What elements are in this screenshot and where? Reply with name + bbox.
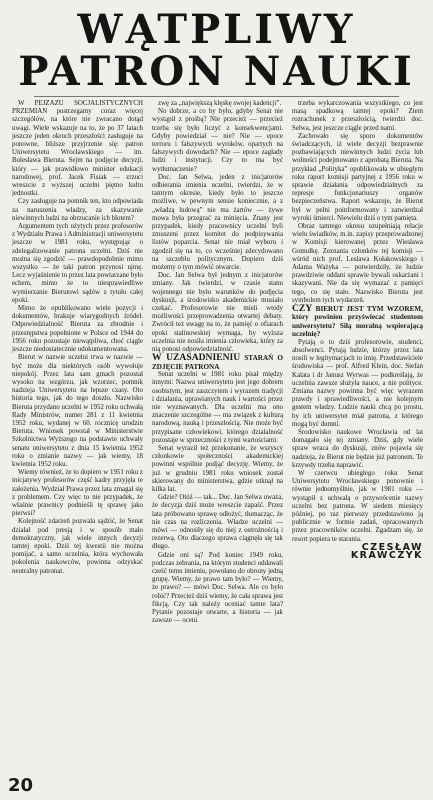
paragraph: Wiemy również, że to dopiero w 1951 roku z inicjatywy profesorów część kadry przyjęła te założenia. Wydział Prawa przez lata zmagał się z problemem. Czy więc to nie przypadek, że właśnie prawnicy podnieśli tę sprawę jako pierwsi?	[12, 469, 143, 518]
paragraph: Kolejność zdarzeń pozwala sądzić, że Senat działał pod presją i w sposób mało demokratyczny, jak wiele innych decyzji tamtej epoki. Dziś tej kwestii nie można pomijać, a samo uczelnia, która wychowała pokolenia naukowców, powinna odzyskać neutralny patronat.	[12, 518, 143, 575]
paragraph: trzeba wykarczowania wszystkiego, co jest masą spadkową tamtej epoki? Ztem rozrachunek z przeszłością, twierdzi doc. Selwa, jest jeszcze ciągle przed nami.	[292, 100, 423, 132]
paragraph: Doc. Jan Selwa był jednym z inicjatorów zmiany. Jak twierdzi, w czasie stanu wojennego nie było warunków do podjęcia dyskusji, a środowisko akademickie musiało czekać. Profesorowie nie mieli wtedy możliwości przeprowadzenia otwartej debaty. Zwrócił też uwagę na to, że pamięć o ofiarach epoki stalinowskiej wymaga, by wyższa uczelnia nie nosiła imienia człowieka, który za nią ponosi odpowiedzialność.	[152, 272, 283, 354]
paragraph: Czy zasługuje na pomnik ten, kto odpowiada za naruszenia władzy, za skazywanie niewinnych ludzi na obrzucanie ich błotem?	[12, 198, 143, 222]
column-1	[12, 100, 143, 786]
paragraph: W PEJZAŻU SOCJALISTYCZNYCH PRZEMIAN postrzegamy coraz więcej szczegółów, na które nie zwracano dotąd uwagi. Wiele wskazuje na to, że po 37 latach jeszcze jeden okruch przeszłości zasługuje na ponowne, bliższe przyjrzenie się: patron Uniwersytetu Wrocławskiego — im. Bolesława Bieruta. Sejm na podjęcie decyzji, który — jak prawidłowo minister edukacji narodowej, prof. Jacek Fisiak — zrzuci wreszcie z wyższej uczelni piętno kultu jednostki.	[12, 100, 143, 198]
paragraph: Senat wyraził też przekonanie, że wszyscy członkowie społeczności akademickiej powinni wspólnie podjąć decyzję. Wiemy, że już w grudniu 1981 roku wniosek został skierowany do ministerstwa, gdzie utknął na kilka lat.	[152, 444, 283, 493]
paragraph: Senat uczelni w 1981 roku pisał między innymi: Nazwa uniwersytetu jest jego dobrem osobistym, jest zaszczytem i wyrazem tradycji i działania, uprawianych nauk i wartości przez nie wyznawanych. Dla uczelni ma ono znaczenie szczególne — ma związek z kulturą narodową, nauką i przeszłością. Nie może być przypisane człowiekowi, którego działalność pozostaje w sprzeczności z tymi wartościami.	[152, 371, 283, 444]
paragraph: Gdzie? Otóż — tak... Doc. Jan Selwa uważa, że decyzja dziś może wreszcie zapaść. Przez lata próbowano sprawę odłożyć, tłumacząc, że nie czas na rozliczenia. Władze uczelni — mówi — odnosiły się do niej z ostrożnością i rezerwą. Oto dlaczego sprawa ciągnęła się tak długo.	[152, 494, 283, 551]
paragraph: Gdzie oni są? Pod koniec 1949 roku, podczas zebrania, na którym studenci oddawali cześć temu imieniu, powołano do obrony jedną grupę. Wiemy, że prawo tam było? — Wiemy, że prawo? — mówi Doc. Selwa. Ale co było robić? Przecież dziś wiemy, że cała sprawa jest fikcją. Czy tak należy oceniać tamte lata? Pytanie pozostaje otwarte, a historia — jak zawsze — oceni.	[152, 551, 283, 625]
section-heading	[292, 305, 423, 339]
column-2	[152, 100, 283, 786]
paragraph: Bierut w nazwie uczelni trwa w nazwie — być może dla niektórych osób wywołuje niepokój. Przez lata sam gmach pozostał wysoko na wzgórzu, jak wzorzec, pomnik nadzieja Uniwersytetu na lepsze czasy. Oto historia tego, jak do tego doszło. Nazwisko Bieruta przydano uczelni w 1952 roku uchwałą Rady Ministrów, numer 281 z 11 kwietnia 1952 roku, wydanej w 60. rocznicę urodzin Bieruta. Wniosek powstał w Ministerstwie Szkolnictwa Wyższego na podstawie uchwały senatu uniwersytetu z dnia 15 kwietnia 1952 roku o zmianie nazwy — jak wiemy, 18 kwietnia 1952 roku.	[12, 354, 143, 468]
paragraph: W czerwcu ubiegłego roku Senat Uniwersytetu Wrocławskiego ponownie i równie jednomyślnie, jak w 1981 roku — wystąpił z uchwałą o przywrócenie nazwy uczelni bez patrona. W siedem miesięcy później, po raz pierwszy przedstawiono ją publicznie w formie zadań, opracowanych przez pracowników uczelni. Zgadzam się, że resort popiera te starania.	[292, 469, 423, 543]
section-heading	[152, 354, 283, 371]
section-heading-lead: CZY	[292, 303, 313, 315]
column-3	[292, 100, 423, 786]
page-number: 20	[8, 775, 34, 796]
article-title-line2: PATRON NAUKI	[18, 48, 415, 95]
article-title-line1: WĄTPLIWY	[77, 6, 356, 53]
paragraph: Doc. Jan Selwa, jeden z inicjatorów odbierania imienia uczelni, twierdzi, że w tamtym okresie, kiedy było to jeszcze możliwe, w pewnym sensie koniecznie, a z „władzą ludową” nie ma żartów — żywe mowa była przegrać za minięcia. Znany jest przypadek, kiedy pracownicy uczelni byli zmuszeni przez komitet do podpisywania listów poparcia. Senat nie miał wyboru i zgodził się na to, co wcześniej zdecydowano na szczeblu politycznym. Dopiero dziś możemy o tym mówić otwarcie.	[152, 173, 283, 272]
section-heading-rest: STARAŃ O ZDJĘCIE PATRONA	[152, 354, 283, 371]
paragraph: Argumentem tych użytych przez profesorów z Wydziału Prawa i Administracji uniwersytetu jeszcze w 1981 roku, występując o zdelegalizowanie patrona uczelni. Dziś nie można się zgodzić — prawdopodobnie mimo wszystko — że taki patron przynosi ujmę. Lecz wyjaśnienie to przez lata powtarzane było echem, mimo że to niesprawiedliwe wymierzanie Bierutowi sądów z tytułu całej epoki.	[12, 223, 143, 304]
paragraph: zwę za „największą klęskę swojej kadencji”.	[158, 100, 282, 107]
paragraph: Środowisko naukowe Wrocławia od lat domagało się tej zmiany. Dziś, gdy wiele spraw wraca do dyskusji, znów pojawia się nadzieja, że Bierut nie będzie już patronem. Te krzywdy trzeba naprawić.	[292, 428, 423, 469]
paragraph: Pytają o to dziś profesorowie, studenci, absolwenci. Pytają ludzie, którzy przez lata nosili w legitymacjach to imię. Przedstawiciele środowiska — prof. Alfred Klein, doc. Stefan Kalata i dr Janusz Wyrwas — podkreślają, że uczelnia zawsze służyła nauce, a nie polityce. Zmiana nazwy powinna być więc wyrazem prawdy i sprawiedliwości, a nie kolejnym gestem władzy. Ludzie nauki chcą po prostu, by ich uniwersytet miał patrona, z którego mogą być dumni.	[292, 338, 423, 428]
paragraph: Mimo że opublikowano wiele pozycji i dokumentów, brakuje wiarygodnych źródeł. Odpowiedzialność Bieruta za zbrodnie i przestępstwa popełnione w Polsce od 1944 do 1956 roku pozostaje niewątpliwa, choć ciągle jeszcze niedostatecznie udokumentowana.	[12, 305, 143, 354]
section-heading-rest: BIERUT JEST TYM WZOREM, który powinien przyświecać studentom uniwersytetu? Siłą moralną wspierającą uczelnię?	[292, 305, 423, 339]
title-divider	[34, 96, 399, 97]
paragraph: Obraz tamtego okresu uzupełniają relacje wielu świadków, m.in. zapisy przeprowadzonej w Komisji kierowanej przez Wiesława Gomułkę. Zeznania członków tej komisji — wśród nich prof. Lesława Kołakowskiego i Adama Ważyka — potwierdziły, że ludzie prawdziwie oddani sprawie bywali oskarżani i skazywani. Nie da się wymazać z pamięci tego, co się stało. Nazwisko Bieruta jest symbolem tych wydarzeń.	[292, 223, 423, 304]
paragraph: No dobrze, a co by było, gdyby Senat nie wystąpił z prośbą? Nie przecież — przecież trzeba się było liczyć z konsekwencjami. Gdyby powiedział — nie? Nie — epoce terroru i fałszywych wyroków, opartych na fałszywych dowodach? Nie — epoce zagłady ludzi i instytucji. Czy to ma być wytłumaczenie?	[152, 108, 283, 173]
section-heading-lead: W UZASADNIENIU	[152, 352, 241, 364]
author-signature: CZESŁAW KRAWCZYK	[350, 541, 423, 561]
paragraph: Zachowało się sporo dokumentów świadczących, iż wiele decyzji bezprawnie pozbawiających niewinnych ludzi życia lub wolności podejmowano z aprobatą Bieruta. Na przykład „Polityka” opublikowała w ubiegłym roku raport komisji partyjnej z 1956 roku w sprawie działania odpowiedzialnych za represje funkcjonariuszy organów bezpieczeństwa. Raport wskazuje, że Bierut był w pełni poinformowany i zatwierdzał wyroki śmierci. Niewielu dziś o tym pamięta.	[292, 132, 423, 222]
